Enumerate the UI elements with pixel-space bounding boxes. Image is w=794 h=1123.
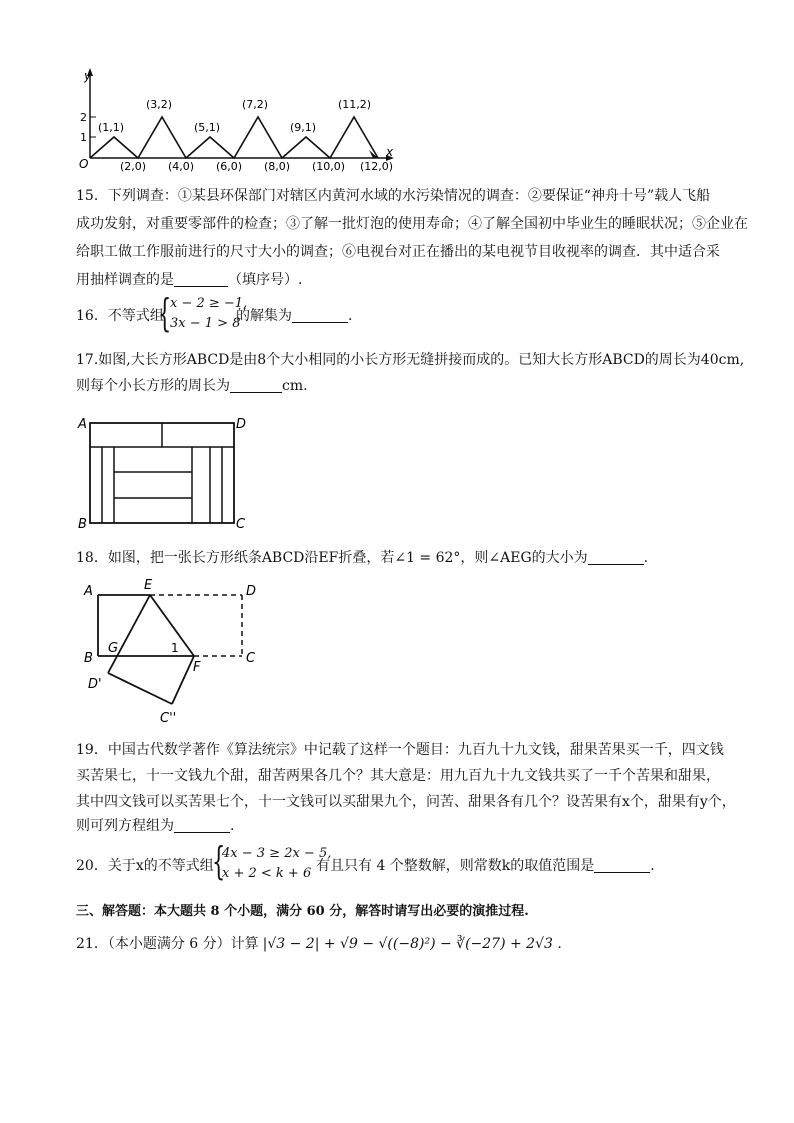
zero-label: (8,0) — [264, 160, 291, 173]
q19-end: . — [230, 818, 235, 834]
origin-label: O — [79, 157, 89, 171]
q20-row-2: x + 2 < k + 6 — [222, 866, 312, 881]
zero-labels — [120, 160, 393, 173]
q15-text: 用抽样调查的是 — [76, 272, 174, 288]
q17-answer-blank[interactable] — [230, 378, 282, 393]
label-D: D — [236, 417, 247, 432]
q15-line-1: 15．下列调查：①某县环保部门对辖区内黄河水域的水污染情况的调查：②要保证“神舟十号”载人飞船 — [76, 188, 711, 204]
q20-answer-blank[interactable] — [594, 858, 650, 873]
q20-suffix: 有且只有 4 个整数解，则常数k的取值范围是 — [316, 858, 595, 874]
label-C: C — [246, 651, 256, 666]
q20-brace: { — [212, 839, 226, 883]
label-A: A — [78, 417, 87, 432]
peak-label: (5,1) — [194, 121, 221, 134]
edge-C'F — [172, 656, 194, 704]
q17-unit: cm. — [282, 378, 308, 394]
q21-prefix: 21．（本小题满分 6 分）计算 — [76, 936, 259, 952]
q17-line-2 — [76, 376, 308, 396]
peak-label: (7,2) — [242, 98, 269, 111]
q15-line-4 — [76, 270, 302, 290]
rectangle-tiling-figure — [74, 412, 250, 534]
q15-hint: （填序号）. — [228, 272, 303, 288]
label-B: B — [84, 651, 93, 666]
peak-label: (1,1) — [98, 121, 125, 134]
q20-prefix: 20．关于x的不等式组 — [76, 858, 214, 874]
label-F: F — [193, 660, 201, 675]
q16-row-1: x − 2 ≥ −1, — [170, 296, 248, 311]
q20-row-1: 4x − 3 ≥ 2x − 5, — [222, 846, 332, 861]
q20-tail — [316, 856, 655, 876]
q16-brace: { — [158, 291, 172, 335]
q19-text: 则可列方程组为 — [76, 818, 174, 834]
q18-line — [76, 548, 648, 568]
q15-line-2: 成功发射，对重要零部件的检查；③了解一批灯泡的使用寿命；④了解全国初中毕业生的睡眠状况；⑤企业在 — [76, 216, 748, 232]
peak-labels — [98, 98, 371, 134]
q19-line-2: 买苦果七，十一文钱九个甜，甜苦两果各几个？其大意是：用九百九十九文钱共买了一千个苦果和甜果， — [76, 768, 720, 784]
q18-end: . — [643, 550, 649, 566]
y-tick-label-1: 1 — [80, 131, 87, 144]
q19-line-3: 其中四文钱可以买苦果七个，十一文钱可以买甜果九个，问苦、甜果各有几个？设苦果有x个，甜果有y个， — [76, 794, 736, 810]
label-B: B — [78, 517, 87, 532]
fold-figure — [74, 576, 274, 726]
label-E: E — [144, 578, 153, 593]
q19-answer-blank[interactable] — [174, 818, 230, 833]
q16-prefix: 16．不等式组 — [76, 308, 164, 324]
q16-answer-blank[interactable] — [292, 308, 348, 323]
q18-text: 18．如图，把一张长方形纸条ABCD沿EF折叠，若∠1 = 62°，则∠AEG的大小为 — [76, 550, 588, 566]
zigzag-graph — [72, 66, 402, 174]
zero-label: (4,0) — [168, 160, 195, 173]
zero-label: (2,0) — [120, 160, 147, 173]
q21-expression: |√3 − 2| + √9 − √((−8)²) − ∛(−27) + 2√3 . — [262, 936, 562, 952]
label-D: D — [246, 584, 257, 599]
q19-line-4 — [76, 816, 234, 836]
q16-tail — [236, 306, 352, 326]
y-tick-label-2: 2 — [80, 111, 87, 124]
q17-line-1: 17.如图,大长方形ABCD是由8个大小相同的小长方形无缝拼接而成的。已知大长方形ABCD的周长为40cm, — [76, 352, 745, 368]
section-3-heading: 三、解答题：本大题共 8 个小题，满分 60 分，解答时请写出必要的演推过程. — [76, 904, 529, 919]
peak-label: (11,2) — [338, 98, 372, 111]
x-axis-label: x — [386, 145, 394, 159]
label-A: A — [84, 584, 93, 599]
q15-answer-blank[interactable] — [174, 272, 228, 287]
zigzag-line — [90, 117, 378, 158]
q18-answer-blank[interactable] — [588, 550, 644, 565]
y-axis-label: y — [84, 69, 92, 83]
q15-line-3: 给职工做工作服前进行的尺寸大小的调查；⑥电视台对正在播出的某电视节目收视率的调查．其中适合采 — [76, 244, 720, 260]
label-G: G — [108, 641, 119, 656]
q16-end: . — [348, 308, 353, 324]
label-angle-1: 1 — [171, 641, 179, 655]
zero-label: (10,0) — [312, 160, 346, 173]
q20-end: . — [650, 858, 655, 874]
peak-label: (9,1) — [290, 121, 317, 134]
q17-text: 则每个小长方形的周长为 — [76, 378, 230, 394]
zero-label: (12,0) — [360, 160, 394, 173]
edge-ED' — [108, 595, 150, 673]
edge-D'C' — [108, 673, 172, 704]
label-C-prime: C'' — [160, 711, 177, 726]
q19-line-1: 19．中国古代数学著作《算法统宗》中记载了这样一个题目：九百九十九文钱，甜果苦果买一千，四文钱 — [76, 742, 724, 758]
q21-line — [76, 934, 562, 954]
peak-label: (3,2) — [146, 98, 173, 111]
q16-row-2: 3x − 1 > 8 — [170, 316, 241, 331]
zero-label: (6,0) — [216, 160, 243, 173]
label-D-prime: D' — [88, 677, 102, 692]
label-C: C — [236, 517, 246, 532]
q16-suffix: 的解集为 — [236, 308, 292, 324]
